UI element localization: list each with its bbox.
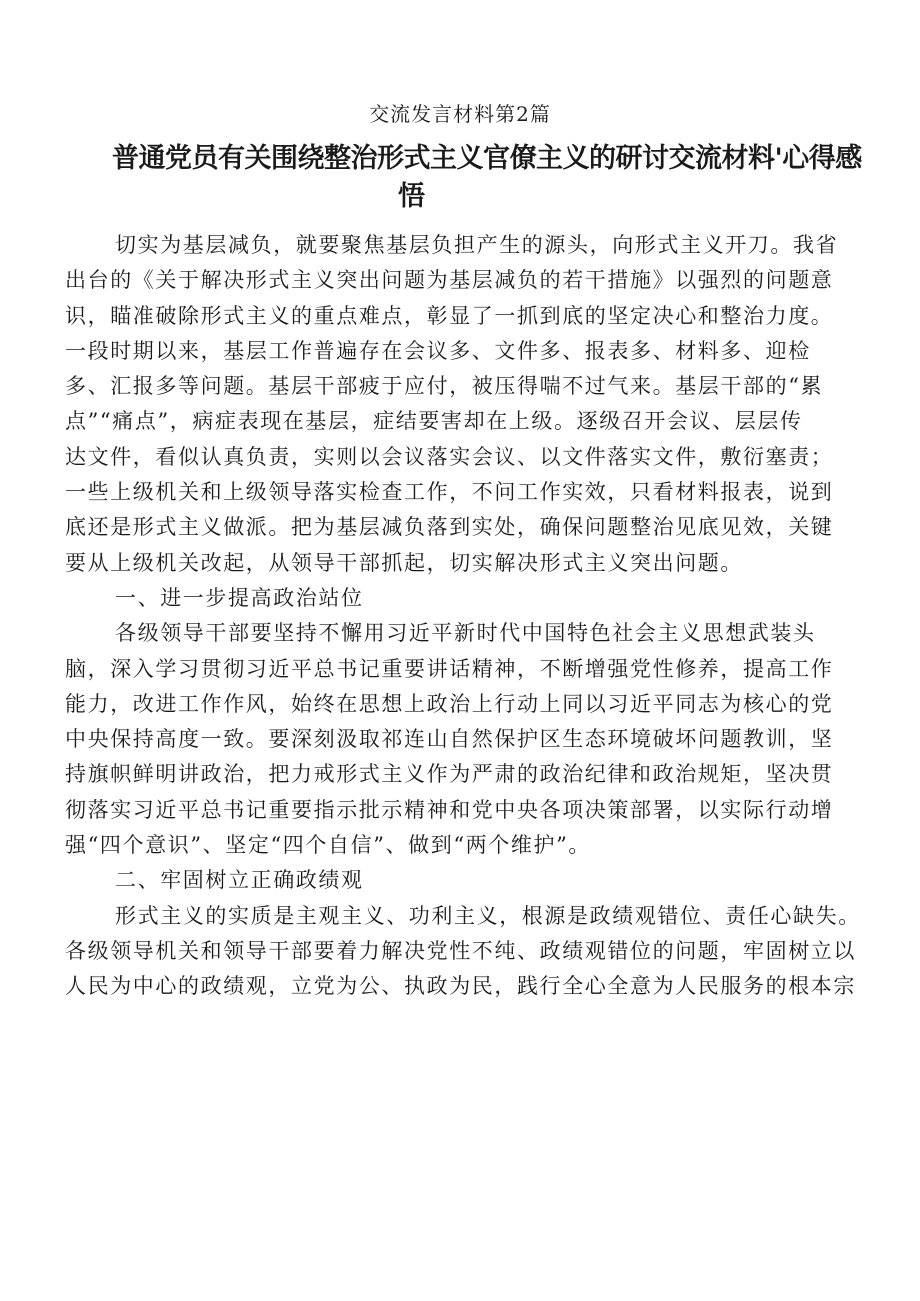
text-line: 一些上级机关和上级领导落实检查工作，不问工作实效，只看材料报表，说到 bbox=[65, 480, 834, 505]
text-line: 达文件，看似认真负责，实则以会议落实会议、以文件落实文件，敷衍塞责； bbox=[65, 444, 834, 469]
text-line: 切实为基层减负，就要聚焦基层负担产生的源头，向形式主义开刀。我省 bbox=[115, 233, 839, 257]
text-line: 中央保持高度一致。要深刻汲取祁连山自然保护区生态环境破坏问题教训，坚 bbox=[65, 727, 834, 752]
section-heading-1: 一、进一步提高政治站位 bbox=[115, 585, 364, 610]
text-line: 识，瞄准破除形式主义的重点难点，彰显了一抓到底的坚定决心和整治力度。 bbox=[65, 303, 834, 328]
text-line: 能力，改进工作作风，始终在思想上政治上行动上同以习近平同志为核心的党 bbox=[65, 691, 834, 716]
text-line: 出台的《关于解决形式主义突出问题为基层减负的若干措施》以强烈的问题意 bbox=[65, 268, 834, 293]
text-line: 形式主义的实质是主观主义、功利主义，根源是政绩观错位、责任心缺失。 bbox=[115, 903, 861, 928]
text-line: 人民为中心的政绩观，立党为公、执政为民，践行全心全意为人民服务的根本宗 bbox=[65, 974, 856, 999]
text-line: 强“四个意识”、坚定“四个自信”、做到“两个维护”。 bbox=[65, 833, 592, 858]
section-heading-2: 二、牢固树立正确政绩观 bbox=[115, 868, 364, 893]
text-line: 持旗帜鲜明讲政治，把力戒形式主义作为严肃的政治纪律和政治规矩，坚决贯 bbox=[65, 762, 834, 787]
title-line-2: 悟 bbox=[398, 181, 425, 212]
text-line: 多、汇报多等问题。基层干部疲于应付，被压得喘不过气来。基层干部的“累 bbox=[65, 374, 824, 399]
text-line: 彻落实习近平总书记重要指示批示精神和党中央各项决策部署，以实际行动增 bbox=[65, 797, 834, 822]
text-line: 一段时期以来，基层工作普遍存在会议多、文件多、报表多、材料多、迎检 bbox=[65, 338, 811, 363]
document-kicker: 交流发言材料第2篇 bbox=[369, 102, 551, 126]
text-line: 要从上级机关改起，从领导干部抓起，切实解决形式主义突出问题。 bbox=[65, 550, 743, 575]
text-line: 各级领导机关和领导干部要着力解决党性不纯、政绩观错位的问题，牢固树立以 bbox=[65, 938, 856, 963]
title-line-1: 普通党员有关围绕整治形式主义官僚主义的研讨交流材料'心得感 bbox=[112, 143, 862, 174]
text-line: 各级领导干部要坚持不懈用习近平新时代中国特色社会主义思想武装头 bbox=[115, 621, 816, 646]
document-body bbox=[65, 228, 885, 1005]
document-title bbox=[112, 140, 872, 216]
text-line: 底还是形式主义做派。把为基层减负落到实处，确保问题整治见底见效，关键 bbox=[65, 515, 834, 540]
text-line: 脑，深入学习贯彻习近平总书记重要讲话精神，不断增强党性修养，提高工作 bbox=[65, 656, 834, 681]
text-line: 点”“痛点”，病症表现在基层，症结要害却在上级。逐级召开会议、层层传 bbox=[65, 409, 803, 434]
